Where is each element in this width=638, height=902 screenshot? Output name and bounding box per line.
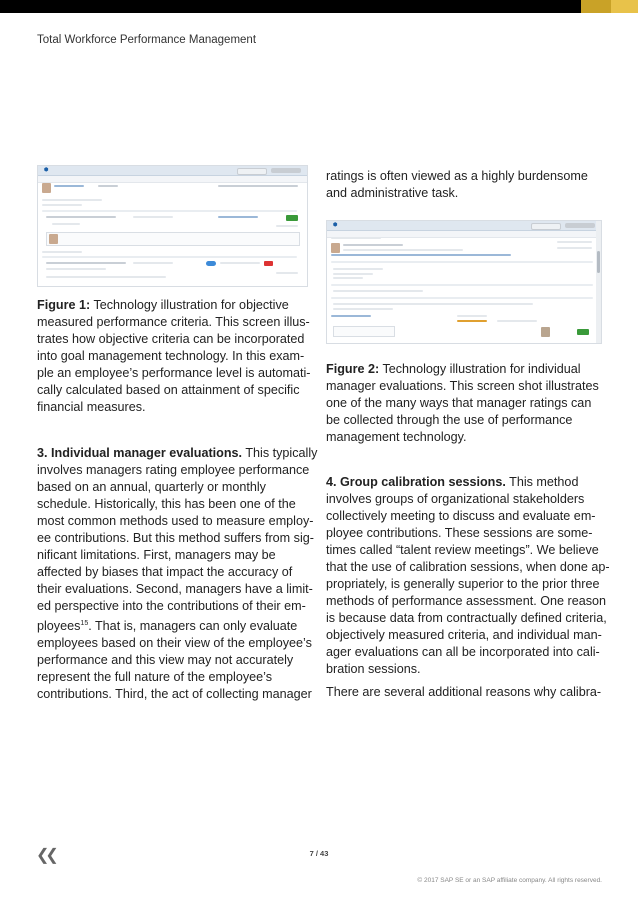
double-chevron-left-icon[interactable]: ❮❮: [36, 847, 55, 864]
document-title: Total Workforce Performance Management: [37, 34, 257, 46]
figure-2-label: Figure 2:: [326, 362, 380, 376]
figure-2-caption: Figure 2: Technology illustration for individual manager evaluations. This screen shot illustrates one of the many ways that manager ratings can be collected through the use of performance management technology.: [326, 362, 599, 444]
section-3-paragraph: 3. Individual manager evaluations. This typically involves managers rating employee performance based on an annual, quarterly or monthly schedule. Historically, this has been one of the most common methods used to measure employ- ee contributions. But this method suffers from sig- nificant limitations. First, managers may be affected by biases that impact the accuracy of their evaluations. Second, managers have a limit- ed perspective into the contributions of their em- ployees$^{15}$. That is, managers can only evaluate employees based on their view of the employee’s performance and this view may not accurately represent the full nature of the employee’s contributions. Third, the act of collecting manager: [37, 446, 318, 702]
section-4-closing-line: There are several additional reasons why calibra-: [326, 685, 602, 699]
right-column-continuation: ratings is often viewed as a highly burdensome and administrative task.: [326, 169, 588, 200]
screenshot-header: [38, 166, 307, 176]
figure-1-caption: Figure 1: Technology illustration for objective measured performance criteria. This screen illus- trates how objective criteria can be incorporated into goal management technology. In this exam- ple an employee’s performance level is automati- cally calculated based on attainment of specific financial measures.: [37, 298, 311, 414]
top-brand-bar: [0, 0, 638, 13]
figure-1-label: Figure 1:: [37, 298, 91, 312]
figure-2-screenshot: [326, 220, 602, 344]
logo: ⬢: [333, 222, 338, 228]
figure-1-screenshot: [37, 165, 308, 287]
copyright-notice: © 2017 SAP SE or an SAP affiliate company. All rights reserved.: [417, 877, 602, 884]
section-3-heading: 3. Individual manager evaluations.: [37, 446, 243, 460]
page-number: 7 / 43: [309, 849, 329, 858]
brand-stripe: [581, 0, 611, 13]
brand-stripe-light: [611, 0, 638, 13]
screenshot-header: [327, 221, 601, 231]
footnote-marker[interactable]: 15: [80, 620, 89, 627]
section-4-paragraph: 4. Group calibration sessions. This method involves groups of organizational stakeholders collectively meeting to discuss and evaluate em- ployee contributions. These sessions are some- times called “talent review meetings”. We believe that the use of calibration sessions, when done ap- propriately, is generally superior to the prior three methods of performance assessment. One reason is because data from contractually defined criteria, objectively measured criteria, and individual man- ager evaluations can all be incorporated into cali- bration sessions.: [326, 475, 610, 676]
section-4-heading: 4. Group calibration sessions.: [326, 475, 506, 489]
logo: ⬢: [44, 167, 49, 173]
